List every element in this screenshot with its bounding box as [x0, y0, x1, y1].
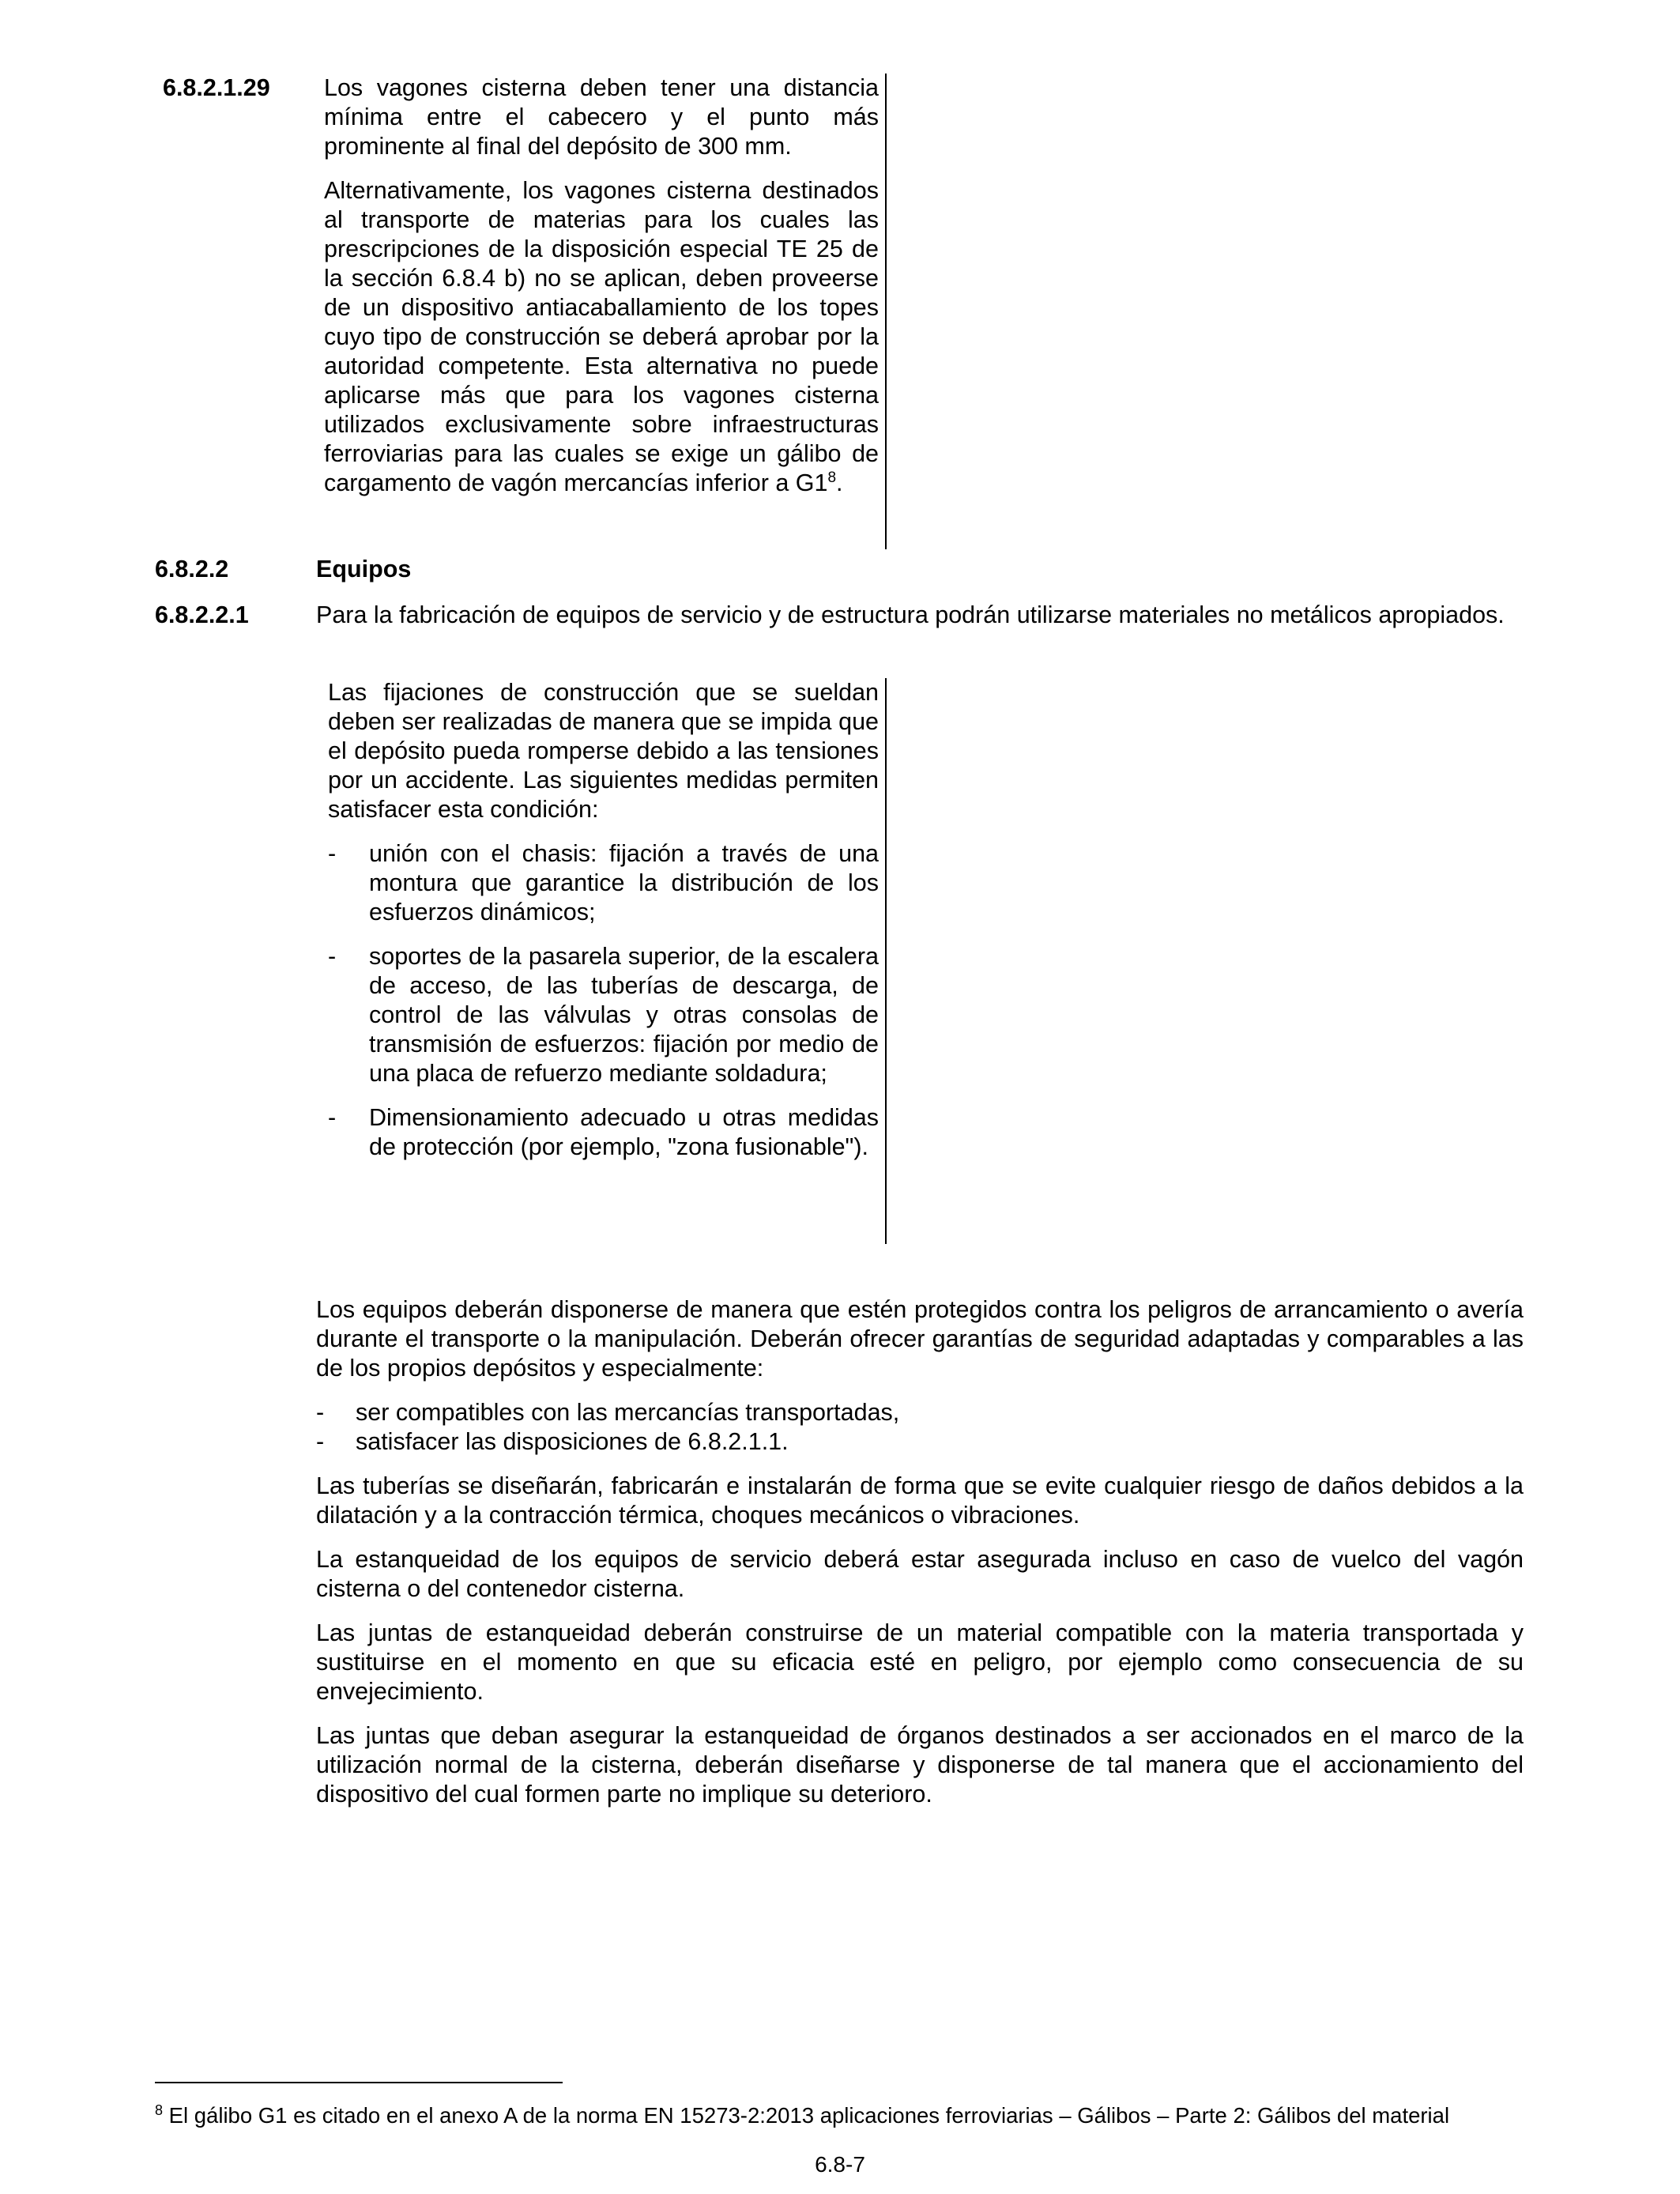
- paragraph: Las fijaciones de construcción que se sueldan deben ser realizadas de manera que se impida que el depósito pueda romperse debido a las tensiones por un accidente. Las siguientes medidas permiten satisfacer esta condición:: [328, 679, 879, 823]
- footnote: [155, 2102, 1577, 2129]
- list-item: [316, 1427, 1524, 1457]
- page-number: 6.8-7: [815, 2152, 865, 2177]
- list-item-text: satisfacer las disposiciones de 6.8.2.1.1.: [356, 1428, 789, 1455]
- footnote-marker: 8: [155, 2102, 164, 2118]
- footnote-text: El gálibo G1 es citado en el anexo A de la norma EN 15273-2:2013 aplicaciones ferroviarias – Gálibos – Parte 2: Gálibos del material: [168, 2103, 1450, 2128]
- list-item-text: Dimensionamiento adecuado u otras medidas de protección (por ejemplo, "zona fusionable").: [369, 1104, 879, 1160]
- paragraph: Las juntas que deban asegurar la estanqueidad de órganos destinados a ser accionados en el marco de la utilización normal de la cisterna, deberán diseñarse y disponerse de tal manera que el accionamiento del dispositivo del cual formen parte no implique su deterioro.: [316, 1722, 1524, 1808]
- paragraph: Las juntas de estanqueidad deberán construirse de un material compatible con la materia transportada y sustituirse en el momento en que su eficacia esté en peligro, por ejemplo como consecuencia de su envejecimiento.: [316, 1619, 1524, 1705]
- body-text: [316, 1295, 1524, 1809]
- paragraph-end: .: [836, 469, 843, 496]
- paragraph: Los vagones cisterna deben tener una distancia mínima entre el cabecero y el punto más prominente al final del depósito de 300 mm.: [324, 74, 879, 160]
- list-item-text: ser compatibles con las mercancías transportadas,: [356, 1399, 900, 1426]
- list-item-text: unión con el chasis: fijación a través de una montura que garantice la distribución de los esfuerzos dinámicos;: [369, 840, 879, 925]
- footnote-reference: 8: [827, 469, 837, 486]
- section-title: Equipos: [316, 556, 412, 582]
- list-item: [316, 1398, 1524, 1427]
- paragraph: Los equipos deberán disponerse de manera que estén protegidos contra los peligros de arrancamiento o avería durante el transporte o la manipulación. Deberán ofrecer garantías de seguridad adaptadas y comparables a las de los propios depósitos y especialmente:: [316, 1296, 1524, 1382]
- list-item: [328, 1103, 879, 1162]
- sidebar-text-block-2: [328, 678, 887, 1244]
- footnote-separator: [155, 2082, 563, 2083]
- list-dash: -: [328, 840, 337, 867]
- list-dash: -: [328, 943, 337, 970]
- section-number-6-8-2-2: 6.8.2.2: [155, 556, 229, 582]
- list-item: [328, 839, 879, 927]
- list-item-text: soportes de la pasarela superior, de la escalera de acceso, de las tuberías de descarga, de control de las válvulas y otras consolas de transmisión de esfuerzos: fijación por medio de una placa de refuerzo mediante soldadura;: [369, 943, 879, 1087]
- paragraph: La estanqueidad de los equipos de servicio deberá estar asegurada incluso en caso de vuelco del vagón cisterna o del contenedor cisterna.: [316, 1546, 1524, 1602]
- list-dash: -: [316, 1428, 325, 1455]
- paragraph: Las tuberías se diseñarán, fabricarán e instalarán de forma que se evite cualquier riesgo de daños debidos a la dilatación y a la contracción térmica, choques mecánicos o vibraciones.: [316, 1472, 1524, 1529]
- bullet-list: [316, 1398, 1524, 1457]
- section-number-6-8-2-1-29: 6.8.2.1.29: [163, 74, 270, 101]
- list-dash: -: [328, 1104, 337, 1131]
- sidebar-text-block-1: [324, 74, 887, 549]
- paragraph: Para la fabricación de equipos de servicio y de estructura podrán utilizarse materiales no metálicos apropiados.: [316, 601, 1505, 628]
- paragraph: [324, 176, 879, 498]
- list-item: [328, 942, 879, 1088]
- section-number-6-8-2-2-1: 6.8.2.2.1: [155, 601, 249, 628]
- paragraph-text: Alternativamente, los vagones cisterna destinados al transporte de materias para los cuales las prescripciones de la disposición especial TE 25 de la sección 6.8.4 b) no se aplican, deben proveerse de un dispositivo antiacaballamiento de los topes cuyo tipo de construcción se deberá aprobar por la autoridad competente. Esta alternativa no puede aplicarse más que para los vagones cisterna utilizados exclusivamente sobre infraestructuras ferroviarias para las cuales se exige un gálibo de cargamento de vagón mercancías inferior a G1: [324, 177, 879, 496]
- list-dash: -: [316, 1399, 325, 1426]
